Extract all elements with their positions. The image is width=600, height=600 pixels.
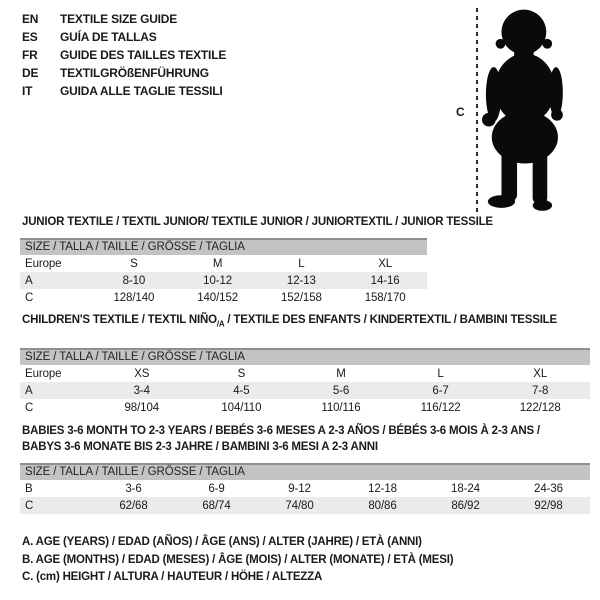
language-row <box>22 46 226 64</box>
row-label: A <box>25 274 33 287</box>
language-row <box>22 28 226 46</box>
table-row <box>20 365 590 382</box>
baby-silhouette-icon <box>482 4 594 214</box>
babies-size-table <box>20 463 590 514</box>
table-row <box>20 382 590 399</box>
size-header-bar: SIZE / TALLA / TAILLE / GRÖSSE / TAGLIA <box>20 348 590 365</box>
table-cell: 8-10 <box>122 274 146 287</box>
footnote-line: A. AGE (YEARS) / EDAD (AÑOS) / ÂGE (ANS) / ALTER (JAHRE) / ETÀ (ANNI) <box>22 536 422 548</box>
children-heading-text: CHILDREN'S TEXTILE / TEXTIL NIÑO <box>22 314 217 326</box>
table-cell: L <box>298 257 305 270</box>
babies-section-heading <box>22 423 540 455</box>
babies-heading-line-2: BABYS 3-6 MONATE BIS 2-3 JAHRE / BAMBINI 3-6 MESI A 2-3 ANNI <box>22 441 378 453</box>
table-cell: S <box>130 257 138 270</box>
size-header-bar: SIZE / TALLA / TAILLE / GRÖSSE / TAGLIA <box>20 238 427 255</box>
table-cell: 6-7 <box>432 384 449 397</box>
table-row <box>20 497 590 514</box>
junior-section-heading: JUNIOR TEXTILE / TEXTIL JUNIOR/ TEXTILE JUNIOR / JUNIORTEXTIL / JUNIOR TESSILE <box>22 216 493 228</box>
table-row <box>20 255 427 272</box>
table-cell: 7-8 <box>532 384 549 397</box>
language-list <box>22 10 226 100</box>
language-code: DE <box>22 66 39 80</box>
table-cell: 12-18 <box>368 482 397 495</box>
table-cell: 4-5 <box>233 384 250 397</box>
table-row <box>20 480 590 497</box>
height-measure-label: C <box>456 105 465 119</box>
table-cell: XS <box>134 367 150 380</box>
language-row <box>22 64 226 82</box>
table-cell: M <box>212 257 223 270</box>
table-cell: 128/140 <box>113 291 155 304</box>
table-cell: 6-9 <box>208 482 225 495</box>
table-cell: 92/98 <box>534 499 563 512</box>
row-label: B <box>25 482 33 495</box>
table-cell: 68/74 <box>202 499 231 512</box>
row-label: A <box>25 384 33 397</box>
table-cell: 116/122 <box>420 401 461 414</box>
table-cell: 18-24 <box>451 482 480 495</box>
table-cell: 5-6 <box>332 384 350 397</box>
row-label: Europe <box>25 257 62 270</box>
row-label: C <box>25 291 34 304</box>
junior-size-table <box>20 238 427 306</box>
table-cell: M <box>336 367 346 380</box>
table-cell: 158/170 <box>364 291 406 304</box>
language-code: FR <box>22 48 38 62</box>
language-title: GUÍA DE TALLAS <box>60 30 157 44</box>
table-cell: XL <box>533 367 548 380</box>
table-cell: S <box>237 367 246 380</box>
table-cell: 98/104 <box>124 401 160 414</box>
language-title: GUIDA ALLE TAGLIE TESSILI <box>60 84 223 98</box>
table-cell: 3-6 <box>125 482 142 495</box>
table-cell: 3-4 <box>133 384 150 397</box>
table-cell: 122/128 <box>519 401 561 414</box>
baby-figure <box>450 4 600 216</box>
table-cell: 140/152 <box>197 291 239 304</box>
babies-heading-line-1: BABIES 3-6 MONTH TO 2-3 YEARS / BEBÉS 3-6 MESES A 2-3 AÑOS / BÉBÉS 3-6 MOIS À 2-3 ANS / <box>22 425 540 437</box>
table-cell: 14-16 <box>370 274 400 287</box>
footnote-line: B. AGE (MONTHS) / EDAD (MESES) / ÂGE (MOIS) / ALTER (MONATE) / ETÀ (MESI) <box>22 553 454 566</box>
table-cell: 86/92 <box>451 499 480 512</box>
table-row <box>20 289 427 306</box>
table-cell: 9-12 <box>288 482 311 495</box>
language-code: ES <box>22 30 38 44</box>
table-cell: 12-13 <box>286 274 316 287</box>
row-label: C <box>25 499 34 512</box>
language-title: GUIDE DES TAILLES TEXTILE <box>60 48 227 62</box>
table-row <box>20 399 590 416</box>
children-heading-text-rest: / TEXTILE DES ENFANTS / KINDERTEXTIL / BAMBINI TESSILE <box>224 314 557 326</box>
table-cell: 62/68 <box>119 499 148 512</box>
footnote-line: C. (cm) HEIGHT / ALTURA / HAUTEUR / HÖHE / ALTEZZA <box>22 571 323 583</box>
language-code: EN <box>22 12 39 26</box>
table-row <box>20 272 427 289</box>
size-header-bar: SIZE / TALLA / TAILLE / GRÖSSE / TAGLIA <box>20 463 590 480</box>
language-title: TEXTILGRÖßENFÜHRUNG <box>60 66 209 80</box>
table-cell: XL <box>378 257 393 270</box>
children-size-table <box>20 348 590 416</box>
table-cell: 110/116 <box>321 401 361 414</box>
row-label: Europe <box>25 367 62 380</box>
table-cell: 10-12 <box>203 274 233 287</box>
table-cell: 24-36 <box>534 482 563 495</box>
table-cell: 80/86 <box>368 499 397 512</box>
footnote-legend <box>22 534 453 587</box>
table-cell: 104/110 <box>221 401 262 414</box>
table-cell: 152/158 <box>280 291 322 304</box>
language-code: IT <box>22 84 33 98</box>
table-cell: L <box>437 367 444 380</box>
table-cell: 74/80 <box>285 499 314 512</box>
language-row <box>22 10 226 28</box>
row-label: C <box>25 401 34 414</box>
children-heading-subscript: /A <box>216 319 225 329</box>
children-section-heading <box>22 314 557 328</box>
language-row <box>22 82 226 100</box>
height-measure-line <box>476 8 478 214</box>
language-title: TEXTILE SIZE GUIDE <box>60 12 178 26</box>
